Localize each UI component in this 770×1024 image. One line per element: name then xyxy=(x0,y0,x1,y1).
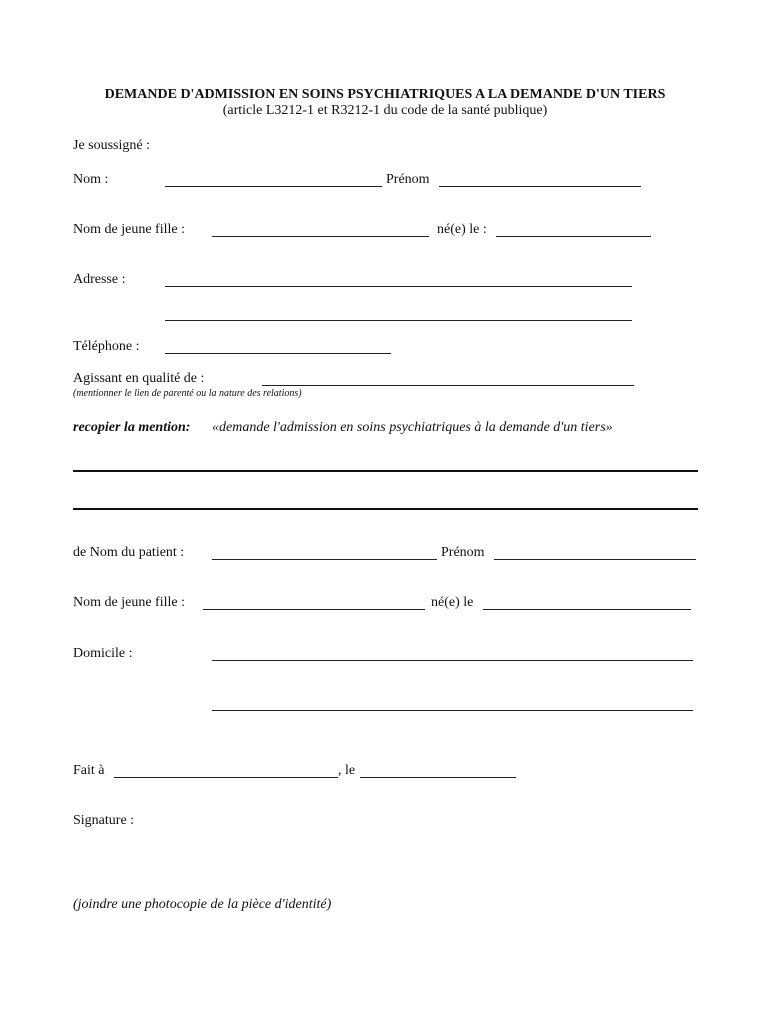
capacity-field[interactable] xyxy=(262,385,634,386)
form-subtitle: (article L3212-1 et R3212-1 du code de la santé publique) xyxy=(222,103,548,118)
birth-date-field[interactable] xyxy=(496,236,651,237)
patient-maiden-name-label: Nom de jeune fille : xyxy=(73,595,185,610)
patient-birth-date-field[interactable] xyxy=(483,609,691,610)
signature-label: Signature : xyxy=(73,813,135,828)
domicile-field-line-2[interactable] xyxy=(212,710,693,711)
mention-field-line-2[interactable] xyxy=(73,508,698,510)
domicile-label: Domicile : xyxy=(73,646,133,661)
intro-label: Je soussigné : xyxy=(73,138,150,153)
birth-date-label: né(e) le : xyxy=(437,222,487,237)
place-label: Fait à xyxy=(73,763,105,778)
date-label: , le xyxy=(338,763,356,778)
phone-field[interactable] xyxy=(165,353,391,354)
capacity-note: (mentionner le lien de parenté ou la nature des relations) xyxy=(73,388,302,399)
patient-name-label: de Nom du patient : xyxy=(73,545,185,560)
nom-label: Nom : xyxy=(73,172,109,187)
capacity-label: Agissant en qualité de : xyxy=(73,371,205,386)
address-field-line-1[interactable] xyxy=(165,286,632,287)
patient-birth-date-label: né(e) le xyxy=(431,595,474,610)
address-field-line-2[interactable] xyxy=(165,320,632,321)
form-title: DEMANDE D'ADMISSION EN SOINS PSYCHIATRIQUES A LA DEMANDE D'UN TIERS xyxy=(104,87,666,102)
signature-area[interactable] xyxy=(73,832,373,882)
date-field[interactable] xyxy=(360,777,516,778)
nom-field[interactable] xyxy=(165,186,382,187)
prenom-label: Prénom xyxy=(386,172,430,187)
patient-prenom-field[interactable] xyxy=(494,559,696,560)
maiden-name-field[interactable] xyxy=(212,236,429,237)
patient-prenom-label: Prénom xyxy=(441,545,485,560)
id-note: (joindre une photocopie de la pièce d'identité) xyxy=(73,897,332,912)
mention-field-line-1[interactable] xyxy=(73,470,698,472)
address-label: Adresse : xyxy=(73,272,126,287)
phone-label: Téléphone : xyxy=(73,339,140,354)
mention-label: recopier la mention: xyxy=(73,420,191,435)
patient-maiden-name-field[interactable] xyxy=(203,609,425,610)
mention-text: «demande l'admission en soins psychiatriques à la demande d'un tiers» xyxy=(212,420,613,435)
maiden-name-label: Nom de jeune fille : xyxy=(73,222,185,237)
prenom-field[interactable] xyxy=(439,186,641,187)
patient-name-field[interactable] xyxy=(212,559,437,560)
place-field[interactable] xyxy=(114,777,338,778)
domicile-field-line-1[interactable] xyxy=(212,660,693,661)
